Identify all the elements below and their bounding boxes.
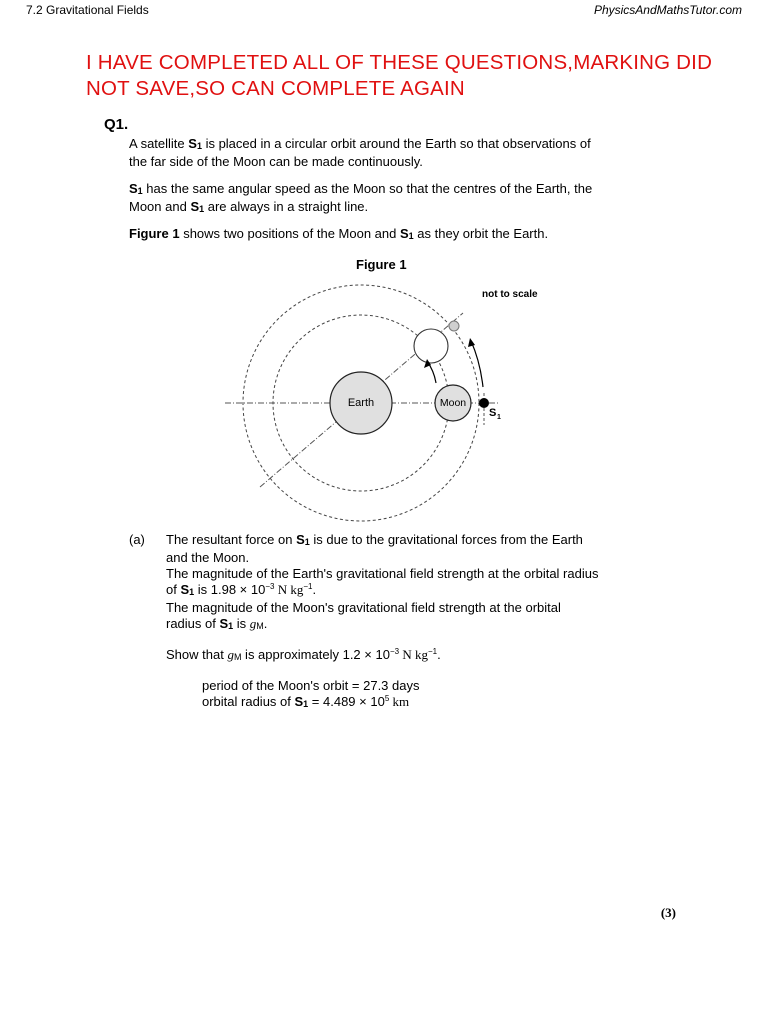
question-paragraph-3: Figure 1 shows two positions of the Moon and $S_1$ as they orbit the Earth. bbox=[129, 226, 549, 241]
page-header-right: PhysicsAndMathsTutor.com bbox=[593, 3, 742, 17]
question-paragraph-2: $S_1$ has the same angular speed as the Moon so that the centres of the Earth, the Moon and $S_1$ are always in a straight line. bbox=[129, 181, 593, 214]
part-a-label: (a) bbox=[129, 532, 145, 547]
orbital-radius-data: orbital radius of $S_1 = 4.489 \times 10^5$ km bbox=[202, 694, 410, 709]
completion-note-line-2: NOT SAVE,SO CAN COMPLETE AGAIN bbox=[86, 77, 465, 100]
s1-label: S bbox=[489, 407, 497, 419]
part-a-text: The resultant force on $S_1$ is due to the gravitational forces from the Earth and the Moon. The magnitude of the Earth's gravitational field strength at the orbital radius of $S_1$ is $1.98 \times 10^{-3}$ N $kg^{-1}$. The magnitude of the Moon's gravitational field strength at the orbital radius of $S_1$ is $g_M$. bbox=[166, 532, 599, 631]
orbit-diagram bbox=[215, 275, 545, 525]
question-number: Q1. bbox=[104, 116, 129, 133]
page-header-left: 7.2 Gravitational Fields bbox=[26, 3, 149, 17]
completion-note-line-1: I HAVE COMPLETED ALL OF THESE QUESTIONS,MARKING DID bbox=[86, 51, 713, 74]
show-that-instruction: Show that $g_M$ is approximately $1.2 \times 10^{-3}$ N $kg^{-1}$. bbox=[166, 647, 441, 662]
moon-period-data: period of the Moon's orbit = 27.3 days bbox=[202, 678, 420, 693]
question-paragraph-1: A satellite $S_1$ is placed in a circular orbit around the Earth so that observations of the far side of the Moon can be made continuously. bbox=[129, 136, 591, 169]
satellite-arrow-head bbox=[468, 338, 475, 347]
not-to-scale-label: not to scale bbox=[482, 289, 538, 300]
earth-label: Earth bbox=[347, 397, 375, 409]
moon-label: Moon bbox=[439, 397, 467, 409]
s1-label-subscript: 1 bbox=[497, 414, 501, 421]
marks-indicator: (3) bbox=[660, 905, 676, 920]
moon-second-position bbox=[414, 329, 448, 363]
satellite-s1 bbox=[479, 398, 489, 408]
figure-title: Figure 1 bbox=[356, 257, 407, 272]
satellite-second-position bbox=[449, 321, 459, 331]
